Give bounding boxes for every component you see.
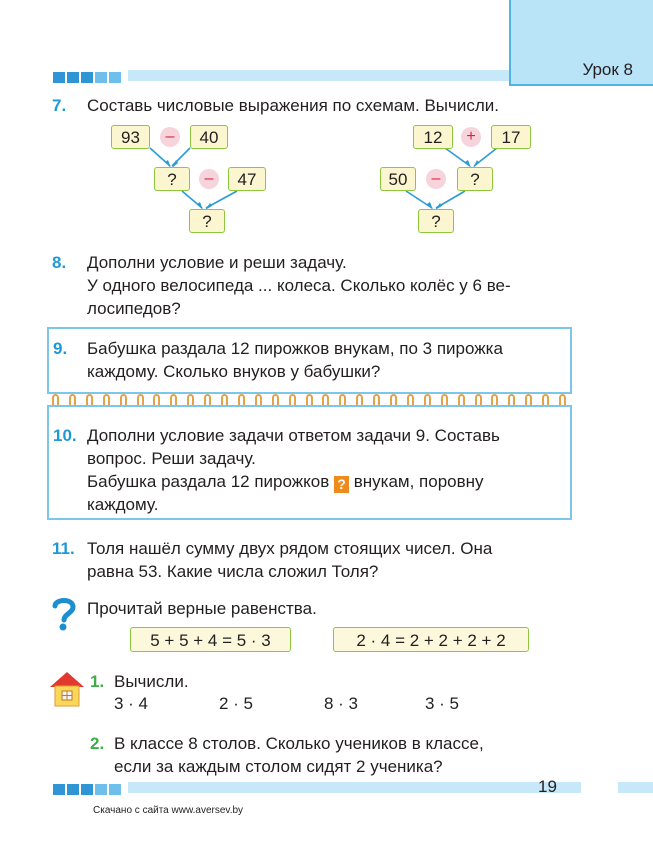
scheme-right-q2: ? (418, 209, 454, 233)
task10-number: 10. (53, 426, 77, 445)
hw-expr-1: 3 · 4 (114, 694, 149, 713)
minus-icon: – (426, 169, 446, 189)
task7-text: Составь числовые выражения по схемам. Вычисли. (87, 96, 500, 115)
task11-line1: Толя нашёл сумму двух рядом стоящих чисел. Она (87, 539, 493, 558)
task8-line1: Дополни условие и реши задачу. (87, 253, 347, 272)
task10-line3b: внукам, поровну (353, 472, 484, 491)
task10-line4: каждому. (87, 495, 159, 514)
question-text: Прочитай верные равенства. (87, 599, 317, 618)
task9-line2: каждому. Сколько внуков у бабушки? (87, 362, 381, 381)
hw-item2-number: 2. (90, 734, 105, 753)
house-icon (47, 669, 87, 709)
scheme-right-c: 50 (380, 167, 416, 191)
hw-expr-4: 3 · 5 (425, 694, 460, 713)
task8-line3: лосипедов? (87, 299, 181, 318)
hw-expr-2: 2 · 5 (219, 694, 254, 713)
scheme-left-q2: ? (189, 209, 225, 233)
equality-2: 2 · 4 = 2 + 2 + 2 + 2 (333, 627, 529, 652)
task8-number: 8. (52, 253, 67, 272)
equality-1: 5 + 5 + 4 = 5 · 3 (130, 627, 291, 652)
task10-line3a: Бабушка раздала 12 пирожков (87, 472, 330, 491)
hw-item1-number: 1. (90, 672, 105, 691)
question-mark-box: ? (334, 476, 349, 493)
source-note: Скачано с сайта www.aversev.by (93, 805, 244, 816)
scheme-right-a: 12 (413, 125, 453, 149)
plus-icon: + (461, 127, 481, 147)
question-icon (51, 597, 77, 631)
task7-number: 7. (52, 96, 67, 115)
page-number: 19 (538, 777, 557, 796)
scheme-right-q1: ? (457, 167, 493, 191)
scheme-right-b: 17 (491, 125, 531, 149)
hw-expr-3: 8 · 3 (324, 694, 359, 713)
scheme-left-a: 93 (111, 125, 150, 149)
task9-number: 9. (53, 339, 68, 358)
lesson-title: Урок 8 (582, 60, 633, 79)
task9-line1: Бабушка раздала 12 пирожков внукам, по 3 пирожка (87, 339, 503, 358)
task10-line1: Дополни условие задачи ответом задачи 9. Составь (87, 426, 500, 445)
scheme-left-b: 40 (190, 125, 228, 149)
task11-number: 11. (52, 539, 75, 558)
minus-icon: – (199, 169, 219, 189)
hw-item1-text: Вычисли. (114, 672, 189, 691)
hw-item2-line2: если за каждым столом сидят 2 ученика? (114, 757, 443, 776)
scheme-arrows (0, 0, 653, 240)
scheme-left-q1: ? (154, 167, 190, 191)
hw-item2-line1: В классе 8 столов. Сколько учеников в классе, (114, 734, 484, 753)
minus-icon: – (160, 127, 180, 147)
task8-line2: У одного велосипеда ... колеса. Сколько колёс у 6 ве- (87, 276, 511, 295)
task11-line2: равна 53. Какие числа сложил Толя? (87, 562, 379, 581)
task10-line2: вопрос. Реши задачу. (87, 449, 256, 468)
scheme-left-c: 47 (228, 167, 266, 191)
footer-stripe (53, 782, 653, 793)
task10-line3 (87, 471, 567, 493)
